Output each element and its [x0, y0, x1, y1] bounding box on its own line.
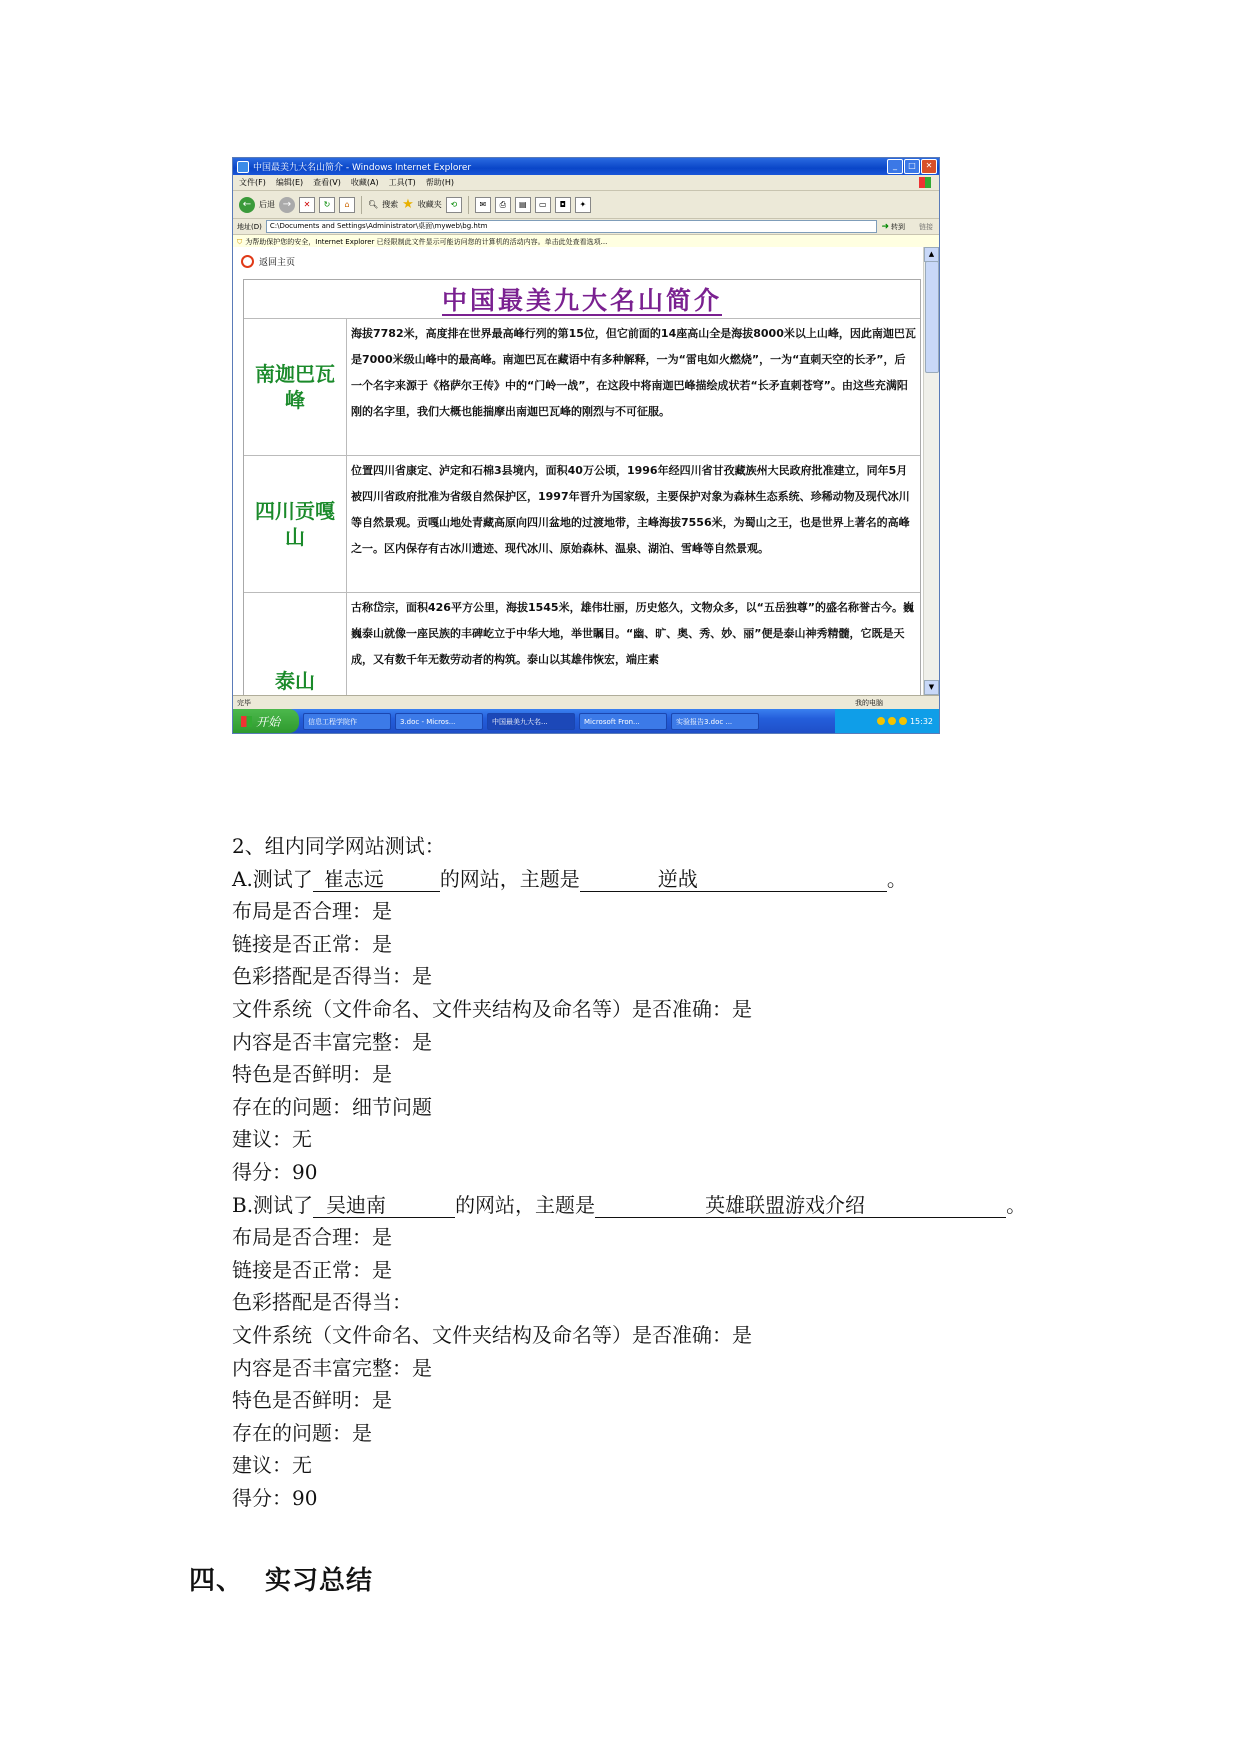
test-a-item: 内容是否丰富完整：是 — [232, 1029, 432, 1054]
search-button-label[interactable]: 搜索 — [382, 200, 399, 209]
taskbar-item[interactable]: 实验报告3.doc ... — [671, 713, 759, 730]
test-a-item: 布局是否合理：是 — [232, 899, 392, 924]
maximize-button[interactable]: □ — [904, 159, 920, 174]
print-icon[interactable]: ⎙ — [495, 197, 511, 213]
test-b-person: 吴迪南 — [313, 1193, 455, 1218]
browser-screenshot — [232, 157, 940, 734]
ie-icon — [237, 161, 249, 173]
vertical-scrollbar[interactable] — [923, 247, 939, 695]
history-icon[interactable]: ⟲ — [446, 197, 462, 213]
status-bar — [233, 695, 940, 709]
mountain-desc: 海拔7782米，高度排在世界最高峰行列的第15位，但它前面的14座高山全是海拔8000米以上山峰，因此南迦巴瓦是7000米级山峰中的最高峰。南迦巴瓦在藏语中有多种解释，一为“雷电如火燃烧”，一为“直刺天空的长矛”，后一个名字来源于《格萨尔王传》中的“门岭一战”，在这段中将南迦巴峰描绘成状若“长矛直刺苍穹”。由这些充满阳刚的名字里，我们大概也能揣摩出南迦巴瓦峰的刚烈与不可征服。 — [351, 327, 916, 418]
stop-icon[interactable]: ✕ — [299, 197, 315, 213]
table-row — [244, 593, 920, 695]
tray-icon[interactable] — [877, 717, 885, 725]
test-a-item: 文件系统（文件命名、文件夹结构及命名等）是否准确：是 — [232, 996, 752, 1021]
taskbar-item-active[interactable]: 中国最美九大名... — [487, 713, 575, 730]
test-b-item: 色彩搭配是否得当： — [232, 1290, 412, 1315]
taskbar — [233, 709, 939, 733]
start-label: 开始 — [256, 714, 281, 729]
research-icon[interactable]: ◘ — [555, 197, 571, 213]
menu-favorites[interactable]: 收藏(A) — [350, 178, 379, 187]
menu-tools[interactable]: 工具(T) — [388, 178, 416, 187]
test-b-line — [232, 1189, 1112, 1222]
back-home-text[interactable]: 返回主页 — [259, 258, 296, 268]
section-title: 实习总结 — [265, 1566, 374, 1596]
tray-icon[interactable] — [888, 717, 896, 725]
test-b-mid: 的网站，主题是 — [455, 1192, 596, 1217]
mountain-name: 泰山 — [244, 593, 347, 695]
test-a-end: 。 — [886, 866, 907, 891]
back-home-link[interactable] — [241, 255, 295, 268]
menu-view[interactable]: 查看(V) — [313, 178, 341, 187]
test-a-item: 建议：无 — [232, 1127, 312, 1152]
toolbar-separator — [361, 196, 362, 214]
section-number: 四、 — [189, 1566, 244, 1596]
mountain-table — [243, 279, 921, 695]
test-a-item: 特色是否鲜明：是 — [232, 1062, 392, 1087]
mountain-desc: 位置四川省康定、泸定和石棉3县境内，面积40万公顷，1996年经四川省甘孜藏族州大民政府批准建立，同年5月被四川省政府批准为省级自然保护区，1997年晋升为国家级，主要保护对象为森林生态系统、珍稀动物及现代冰川等自然景观。贡嘎山地处青藏高原向四川盆地的过渡地带，主峰海拔7556米，为蜀山之王，也是世界上著名的高峰之一。区内保存有古冰川遗迹、现代冰川、原始森林、温泉、湖泊、雪峰等自然景观。 — [351, 464, 910, 555]
minimize-button[interactable]: _ — [887, 159, 903, 174]
test-a-topic: 逆战 — [580, 867, 887, 892]
test-b-topic: 英雄联盟游戏介绍 — [595, 1193, 1006, 1218]
scroll-thumb[interactable] — [925, 261, 939, 373]
mountain-name: 南迦巴瓦峰 — [244, 319, 347, 455]
table-row — [244, 319, 920, 456]
test-b-item: 得分：90 — [232, 1485, 318, 1510]
address-bar — [233, 219, 939, 235]
home-icon[interactable]: ⌂ — [339, 197, 355, 213]
taskbar-item[interactable]: 信息工程学院作 — [303, 713, 391, 730]
test-a-item: 色彩搭配是否得当：是 — [232, 964, 432, 989]
address-label: 地址(D) — [237, 222, 262, 231]
folder-icon[interactable]: ▭ — [535, 197, 551, 213]
test-b-item: 文件系统（文件命名、文件夹结构及命名等）是否准确：是 — [232, 1322, 752, 1347]
go-arrow-icon[interactable]: ➜ — [881, 221, 889, 232]
search-icon[interactable]: 🔍︎ — [368, 200, 379, 209]
tray-icon[interactable] — [899, 717, 907, 725]
address-input[interactable]: C:\Documents and Settings\Administrator\桌面\myweb\bg.htm — [266, 220, 878, 233]
mountain-name: 四川贡嘎山 — [244, 456, 347, 592]
test-a-item: 存在的问题：细节问题 — [232, 1094, 432, 1119]
windows-flag-icon — [241, 716, 252, 727]
start-button[interactable] — [233, 709, 299, 733]
infobar-text: 为帮助保护您的安全，Internet Explorer 已经限制此文件显示可能访问您的计算机的活动内容。单击此处查看选项... — [245, 238, 608, 246]
test-b-item: 链接是否正常：是 — [232, 1257, 392, 1282]
taskbar-item[interactable]: 3.doc - Micros... — [395, 713, 483, 730]
test-b-item: 特色是否鲜明：是 — [232, 1388, 392, 1413]
mountain-table-title: 中国最美九大名山简介 — [441, 286, 722, 315]
favorites-star-icon[interactable]: ★ — [402, 197, 414, 212]
table-row — [244, 456, 920, 593]
refresh-icon[interactable]: ↻ — [319, 197, 335, 213]
back-button-label[interactable]: 后退 — [259, 200, 275, 209]
test-b-item: 内容是否丰富完整：是 — [232, 1355, 432, 1380]
menu-file[interactable]: 文件(F) — [239, 178, 266, 187]
messenger-icon[interactable]: ✦ — [575, 197, 591, 213]
forward-arrow-icon[interactable]: → — [279, 197, 295, 213]
test-a-line — [232, 863, 1112, 896]
test-a-person: 崔志远 — [313, 867, 440, 892]
edit-page-icon[interactable]: ▤ — [515, 197, 531, 213]
scroll-down-icon[interactable]: ▼ — [924, 680, 939, 695]
test-a-item: 得分：90 — [232, 1159, 318, 1184]
toolbar-separator — [468, 196, 469, 214]
test-b-item: 存在的问题：是 — [232, 1420, 372, 1445]
browser-toolbar — [233, 191, 939, 219]
browser-titlebar — [233, 158, 939, 175]
test-a-mid: 的网站，主题是 — [439, 866, 580, 891]
page-content — [233, 247, 923, 695]
test-a-item: 链接是否正常：是 — [232, 931, 392, 956]
report-body — [232, 830, 1112, 1514]
mountain-desc: 古称岱宗，面积426平方公里，海拔1545米，雄伟壮丽，历史悠久，文物众多，以“五岳独尊”的盛名称誉古今。巍巍泰山就像一座民族的丰碑屹立于中华大地，举世瞩目。“幽、旷、奥、秀、妙、丽”便是泰山神秀精髓，它既是天成，又有数千年无数劳动者的构筑。泰山以其雄伟恢宏，端庄素 — [351, 601, 915, 666]
test-a-prefix: A.测试了 — [232, 866, 313, 891]
clock: 15:32 — [909, 716, 933, 726]
section-heading — [189, 1560, 373, 1597]
menu-help[interactable]: 帮助(H) — [425, 178, 454, 187]
test-b-item: 布局是否合理：是 — [232, 1225, 392, 1250]
go-button[interactable]: 转到 — [891, 222, 905, 231]
shield-icon: ⛉ — [237, 237, 243, 246]
zone-text: 我的电脑 — [855, 698, 883, 707]
section-subheading: 2、组内同学网站测试： — [232, 834, 445, 858]
back-home-icon — [241, 255, 254, 268]
system-tray — [835, 709, 939, 733]
close-button[interactable]: ✕ — [921, 159, 937, 174]
links-button[interactable]: 链接 — [919, 222, 933, 231]
back-arrow-icon[interactable]: ← — [239, 197, 255, 213]
test-b-item: 建议：无 — [232, 1453, 312, 1478]
windows-logo-icon — [919, 177, 931, 188]
browser-title: 中国最美九大名山简介 - Windows Internet Explorer — [253, 163, 472, 173]
test-b-end: 。 — [1006, 1192, 1027, 1217]
mountain-table-title-cell — [244, 280, 920, 319]
menu-edit[interactable]: 编辑(E) — [275, 178, 304, 187]
status-text: 完毕 — [237, 698, 251, 707]
test-b-prefix: B.测试了 — [232, 1192, 314, 1217]
scroll-up-icon[interactable]: ▲ — [924, 247, 939, 262]
favorites-button-label[interactable]: 收藏夹 — [417, 200, 442, 209]
menu-bar — [233, 175, 939, 191]
taskbar-item[interactable]: Microsoft Fron... — [579, 713, 667, 730]
mail-icon[interactable]: ✉ — [475, 197, 491, 213]
